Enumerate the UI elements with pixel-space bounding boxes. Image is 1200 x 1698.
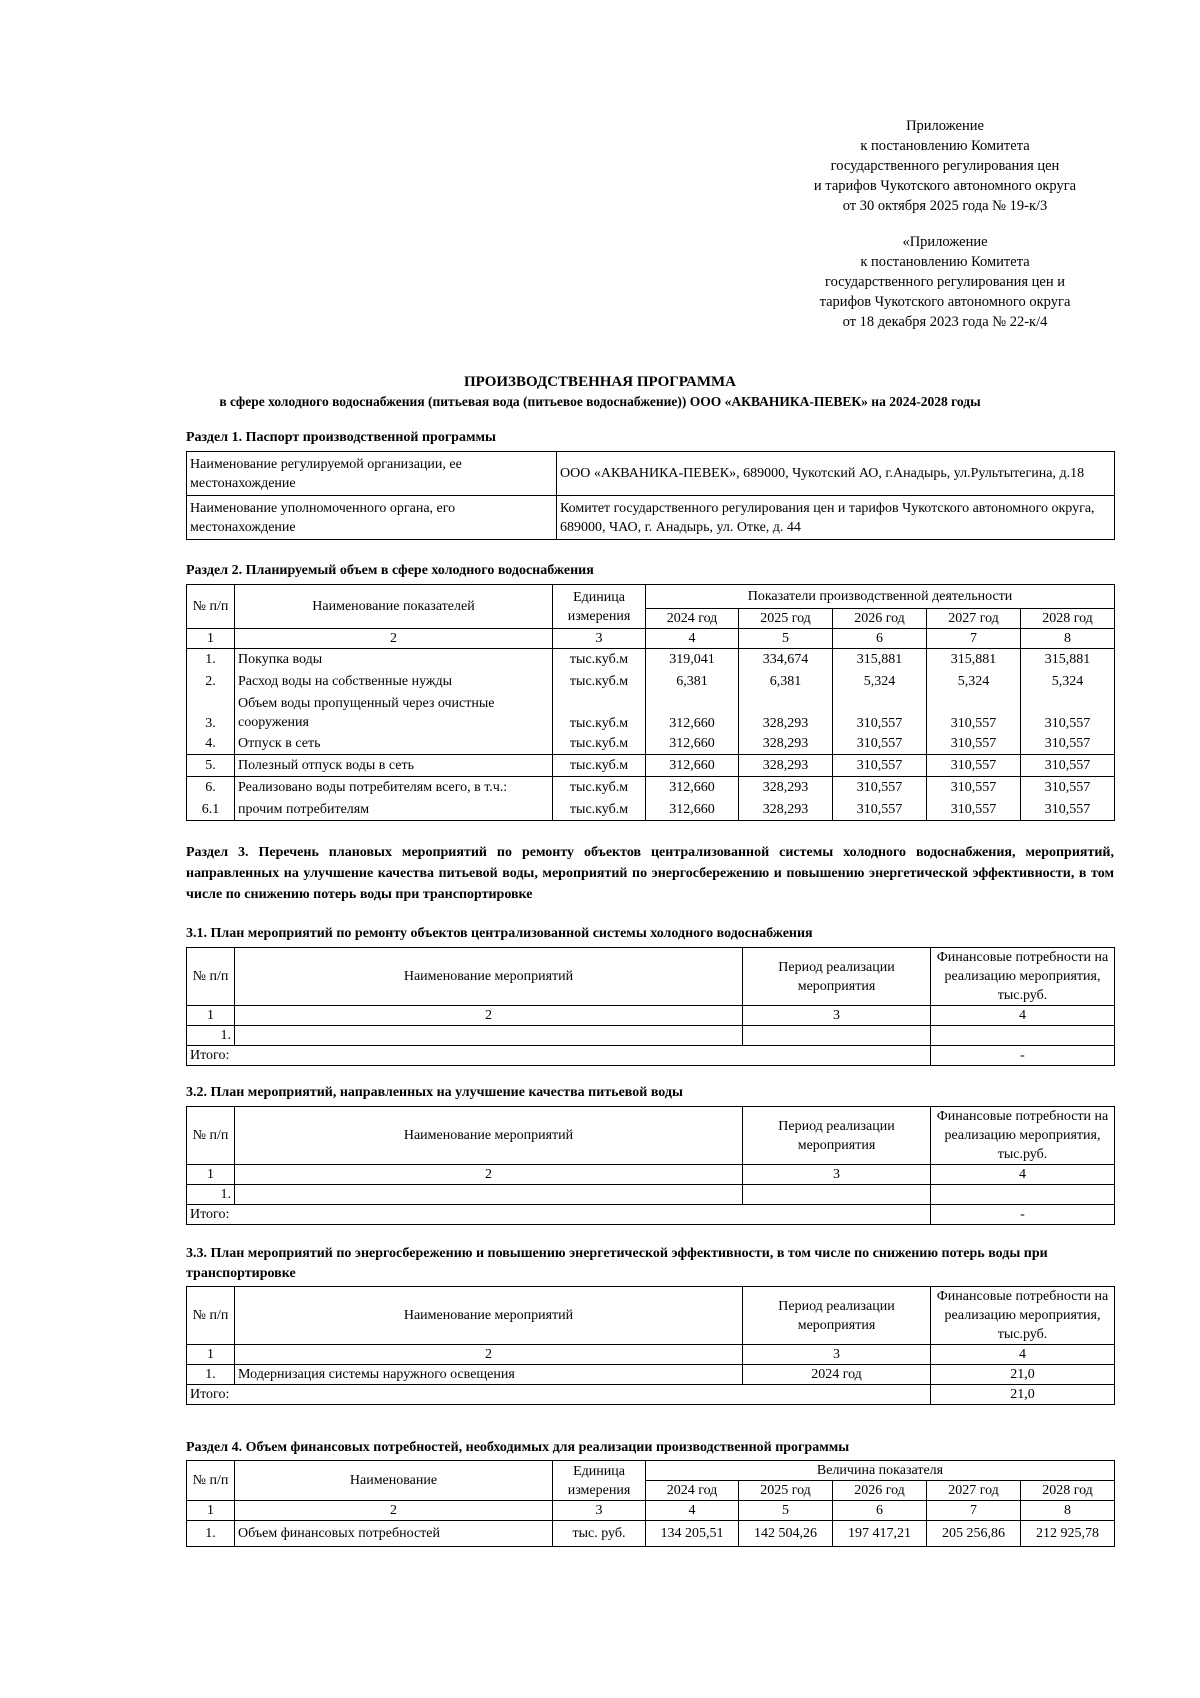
approval-block-original (780, 232, 1110, 332)
col-finance-header: Финансовые потребности на реализацию мероприятия, тыс.руб. (931, 1287, 1115, 1345)
row-value (931, 1185, 1115, 1205)
column-number: 5 (739, 1501, 833, 1521)
year-header: 2026 год (833, 1481, 927, 1501)
year-header: 2024 год (646, 1481, 739, 1501)
row-name: Объем финансовых потребностей (235, 1521, 553, 1547)
row-value: 310,557 (1021, 777, 1115, 799)
row-value: 315,881 (1021, 649, 1115, 671)
column-number-row (187, 1165, 1115, 1185)
row-number: 6.1 (187, 799, 235, 821)
row-value: 197 417,21 (833, 1521, 927, 1547)
section3-2-heading: 3.2. План мероприятий, направленных на улучшение качества питьевой воды (186, 1085, 683, 1100)
col-num-header: № п/п (187, 1461, 235, 1501)
col-finance-header: Финансовые потребности на реализацию мероприятия, тыс.руб. (931, 1107, 1115, 1165)
section2-heading: Раздел 2. Планируемый объем в сфере холодного водоснабжения (186, 563, 594, 578)
row-number: 6. (187, 777, 235, 799)
row-value: 5,324 (927, 671, 1021, 693)
row-value (931, 1026, 1115, 1046)
row-unit: тыс. руб. (553, 1521, 646, 1547)
year-header: 2028 год (1021, 1481, 1115, 1501)
row-value: 310,557 (927, 777, 1021, 799)
column-number: 3 (743, 1006, 931, 1026)
total-row (187, 1385, 1115, 1405)
row-value: 312,660 (646, 733, 739, 755)
row-unit: тыс.куб.м (553, 755, 646, 777)
col-name-header: Наименование мероприятий (235, 1107, 743, 1165)
row-value: 310,557 (927, 693, 1021, 733)
column-number: 1 (187, 1345, 235, 1365)
energy-plan-table (186, 1286, 1115, 1405)
document-subtitle: в сфере холодного водоснабжения (питьевая вода (питьевое водоснабжение)) ООО «АКВАНИКА-ПЕВЕК» на 2024-2028 годы (219, 394, 981, 409)
row-value: 205 256,86 (927, 1521, 1021, 1547)
row-number: 1. (187, 1026, 235, 1046)
row-value: 319,041 (646, 649, 739, 671)
table-header-row (187, 1461, 1115, 1481)
column-number: 4 (931, 1345, 1115, 1365)
row-name: Реализовано воды потребителям всего, в т.ч.: (235, 777, 553, 799)
table-header-row (187, 1107, 1115, 1165)
approval-line: Приложение (906, 118, 984, 134)
section3-1-heading: 3.1. План мероприятий по ремонту объектов централизованной системы холодного водоснабжения (186, 926, 813, 941)
row-value: 5,324 (833, 671, 927, 693)
approval-line: государственного регулирования цен и (824, 274, 1066, 290)
col-unit-header: Единица измерения (553, 1461, 646, 1501)
row-name: Покупка воды (235, 649, 553, 671)
column-number: 2 (235, 1165, 743, 1185)
row-value: 312,660 (646, 693, 739, 733)
column-number: 1 (187, 1165, 235, 1185)
row-number: 1. (187, 649, 235, 671)
total-value: - (931, 1205, 1115, 1225)
column-number-row (187, 1006, 1115, 1026)
column-number: 1 (187, 1501, 235, 1521)
column-number: 6 (833, 1501, 927, 1521)
row-name (235, 1026, 743, 1046)
column-number: 8 (1021, 1501, 1115, 1521)
row-value: 310,557 (927, 755, 1021, 777)
column-number: 4 (931, 1006, 1115, 1026)
table-row (187, 1026, 1115, 1046)
passport-label: Наименование уполномоченного органа, его местонахождение (187, 496, 557, 540)
row-value: 6,381 (646, 671, 739, 693)
row-number: 3. (187, 693, 235, 733)
approval-line: государственного регулирования цен (830, 158, 1060, 174)
row-value: 310,557 (833, 693, 927, 733)
col-period-header: Период реализации мероприятия (743, 1287, 931, 1345)
table-row (187, 799, 1115, 821)
column-number: 7 (927, 1501, 1021, 1521)
document-title: ПРОИЗВОДСТВЕННАЯ ПРОГРАММА (463, 374, 736, 390)
row-value: 334,674 (739, 649, 833, 671)
approval-line: от 30 октября 2025 года № 19-к/3 (842, 198, 1048, 214)
column-number-row (187, 1345, 1115, 1365)
row-value: 315,881 (927, 649, 1021, 671)
column-number: 1 (187, 629, 235, 649)
col-period-header: Период реализации мероприятия (743, 1107, 931, 1165)
row-number: 5. (187, 755, 235, 777)
row-number: 2. (187, 671, 235, 693)
row-name: Модернизация системы наружного освещения (235, 1365, 743, 1385)
col-name-header: Наименование (235, 1461, 553, 1501)
row-value: 312,660 (646, 777, 739, 799)
row-value: 310,557 (1021, 799, 1115, 821)
table-header-row (187, 585, 1115, 609)
table-row (187, 649, 1115, 671)
col-num-header: № п/п (187, 1287, 235, 1345)
year-header: 2024 год (646, 609, 739, 629)
column-number: 2 (235, 1501, 553, 1521)
approval-line: от 18 декабря 2023 года № 22-к/4 (842, 314, 1048, 330)
row-value: 310,557 (927, 799, 1021, 821)
row-unit: тыс.куб.м (553, 649, 646, 671)
row-unit: тыс.куб.м (553, 799, 646, 821)
column-number: 7 (927, 629, 1021, 649)
row-value: 328,293 (739, 755, 833, 777)
year-header: 2028 год (1021, 609, 1115, 629)
year-header: 2025 год (739, 609, 833, 629)
total-row (187, 1205, 1115, 1225)
approval-line: и тарифов Чукотского автономного округа (813, 178, 1077, 194)
approval-line: «Приложение (902, 234, 988, 250)
total-label: Итого: (187, 1046, 931, 1066)
row-number: 1. (187, 1521, 235, 1547)
column-number: 2 (235, 629, 553, 649)
approval-line: тарифов Чукотского автономного округа (819, 294, 1071, 310)
col-num-header: № п/п (187, 1107, 235, 1165)
total-label: Итого: (187, 1385, 931, 1405)
col-finance-header: Финансовые потребности на реализацию мероприятия, тыс.руб. (931, 948, 1115, 1006)
table-row (187, 1365, 1115, 1385)
approval-line: к постановлению Комитета (860, 138, 1030, 154)
table-row (187, 1185, 1115, 1205)
table-header-row (187, 1287, 1115, 1345)
quality-plan-table (186, 1106, 1115, 1225)
row-value: 312,660 (646, 755, 739, 777)
total-value: - (931, 1046, 1115, 1066)
passport-table (186, 451, 1115, 540)
section4-heading: Раздел 4. Объем финансовых потребностей, необходимых для реализации производственной программы (186, 1440, 850, 1455)
total-label: Итого: (187, 1205, 931, 1225)
row-value: 328,293 (739, 733, 833, 755)
finance-table (186, 1460, 1115, 1547)
row-value: 312,660 (646, 799, 739, 821)
table-row (187, 777, 1115, 799)
passport-value: ООО «АКВАНИКА-ПЕВЕК», 689000, Чукотский АО, г.Анадырь, ул.Рультытегина, д.18 (557, 452, 1115, 496)
col-group-header: Показатели производственной деятельности (646, 585, 1115, 609)
approval-line: к постановлению Комитета (860, 254, 1030, 270)
row-unit: тыс.куб.м (553, 671, 646, 693)
column-number: 8 (1021, 629, 1115, 649)
row-name: Полезный отпуск воды в сеть (235, 755, 553, 777)
row-value: 6,381 (739, 671, 833, 693)
row-unit: тыс.куб.м (553, 777, 646, 799)
col-name-header: Наименование мероприятий (235, 948, 743, 1006)
column-number: 6 (833, 629, 927, 649)
row-value: 212 925,78 (1021, 1521, 1115, 1547)
col-name-header: Наименование показателей (235, 585, 553, 629)
table-row (187, 496, 1115, 540)
row-name: Расход воды на собственные нужды (235, 671, 553, 693)
volume-table (186, 584, 1115, 821)
column-number: 3 (743, 1345, 931, 1365)
row-value: 310,557 (1021, 755, 1115, 777)
col-group-header: Величина показателя (646, 1461, 1115, 1481)
column-number: 2 (235, 1006, 743, 1026)
row-value: 310,557 (1021, 733, 1115, 755)
table-header-row (187, 948, 1115, 1006)
row-unit: тыс.куб.м (553, 693, 646, 733)
approval-block-current (780, 116, 1110, 216)
column-number-row (187, 629, 1115, 649)
row-number: 1. (187, 1185, 235, 1205)
total-value: 21,0 (931, 1385, 1115, 1405)
table-row (187, 693, 1115, 733)
row-value: 310,557 (833, 755, 927, 777)
row-value: 328,293 (739, 777, 833, 799)
column-number: 4 (646, 629, 739, 649)
row-number: 1. (187, 1365, 235, 1385)
column-number: 3 (743, 1165, 931, 1185)
year-header: 2027 год (927, 609, 1021, 629)
row-value: 310,557 (833, 733, 927, 755)
col-period-header: Период реализации мероприятия (743, 948, 931, 1006)
row-period: 2024 год (743, 1365, 931, 1385)
col-num-header: № п/п (187, 585, 235, 629)
repair-plan-table (186, 947, 1115, 1066)
column-number: 3 (553, 1501, 646, 1521)
total-row (187, 1046, 1115, 1066)
row-name (235, 1185, 743, 1205)
column-number: 4 (931, 1165, 1115, 1185)
column-number: 2 (235, 1345, 743, 1365)
row-value: 21,0 (931, 1365, 1115, 1385)
row-period (743, 1026, 931, 1046)
table-row (187, 452, 1115, 496)
column-number: 4 (646, 1501, 739, 1521)
row-value: 134 205,51 (646, 1521, 739, 1547)
table-row (187, 733, 1115, 755)
row-value: 328,293 (739, 693, 833, 733)
row-value: 315,881 (833, 649, 927, 671)
table-row (187, 1521, 1115, 1547)
column-number: 1 (187, 1006, 235, 1026)
column-number: 3 (553, 629, 646, 649)
table-row (187, 671, 1115, 693)
section1-heading: Раздел 1. Паспорт производственной программы (186, 430, 496, 445)
section3-heading: Раздел 3. Перечень плановых мероприятий по ремонту объектов централизованной системы холодного водоснабжения, мероприятий, направленных на улучшение качества питьевой воды, мероприятий по энергосбережению и повышению энергетической эффективности, в том числе по снижению потерь воды при транспортировке (186, 845, 1114, 902)
col-name-header: Наименование мероприятий (235, 1287, 743, 1345)
column-number: 5 (739, 629, 833, 649)
year-header: 2026 год (833, 609, 927, 629)
passport-label: Наименование регулируемой организации, ее местонахождение (187, 452, 557, 496)
year-header: 2025 год (739, 1481, 833, 1501)
column-number-row (187, 1501, 1115, 1521)
row-value: 328,293 (739, 799, 833, 821)
row-unit: тыс.куб.м (553, 733, 646, 755)
year-header: 2027 год (927, 1481, 1021, 1501)
row-name: прочим потребителям (235, 799, 553, 821)
passport-value: Комитет государственного регулирования цен и тарифов Чукотского автономного округа, 689000, ЧАО, г. Анадырь, ул. Отке, д. 44 (557, 496, 1115, 540)
row-value: 310,557 (833, 799, 927, 821)
col-num-header: № п/п (187, 948, 235, 1006)
row-name: Отпуск в сеть (235, 733, 553, 755)
row-period (743, 1185, 931, 1205)
row-number: 4. (187, 733, 235, 755)
row-value: 142 504,26 (739, 1521, 833, 1547)
row-value: 5,324 (1021, 671, 1115, 693)
row-name: Объем воды пропущенный через очистные сооружения (235, 693, 553, 733)
row-value: 310,557 (833, 777, 927, 799)
table-row (187, 755, 1115, 777)
section3-3-heading: 3.3. План мероприятий по энергосбережению и повышению энергетической эффективности, в том числе по снижению потерь воды при транспортировке (186, 1246, 1048, 1281)
row-value: 310,557 (927, 733, 1021, 755)
row-value: 310,557 (1021, 693, 1115, 733)
col-unit-header: Единица измерения (553, 585, 646, 629)
